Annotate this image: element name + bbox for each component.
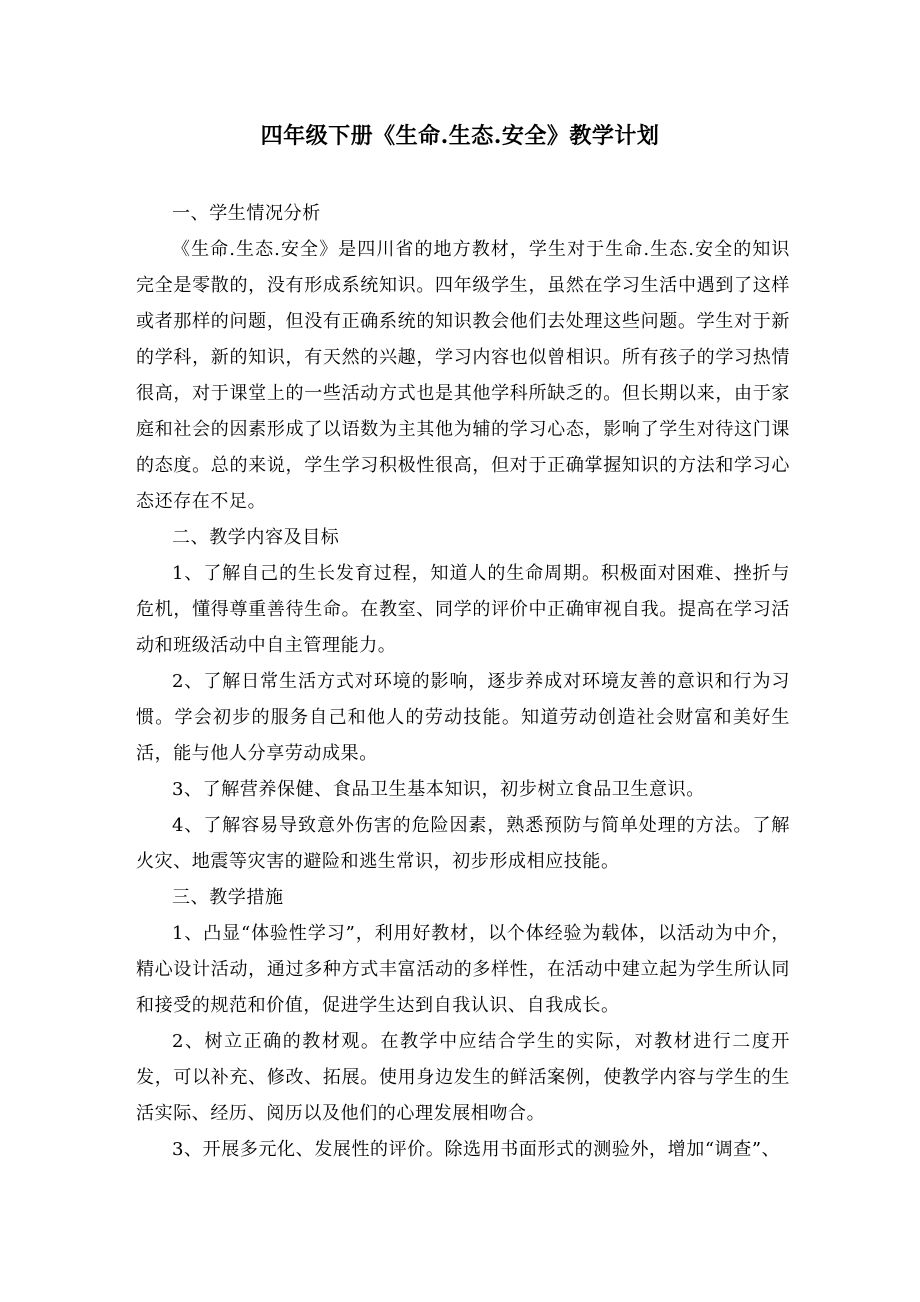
- paragraph-goal-3: 3、了解营养保健、食品卫生基本知识，初步树立食品卫生意识。: [172, 779, 705, 800]
- document-title: 四年级下册《生命.生态.安全》教学计划: [260, 123, 660, 149]
- paragraph-goal-4: 4、了解容易导致意外伤害的危险因素，熟悉预防与简单处理的方法。了解火灾、地震等灾害的避险和逃生常识，初步形成相应技能。: [136, 815, 790, 872]
- section-heading-content-goals: 二、教学内容及目标: [172, 527, 340, 548]
- section-heading-measures: 三、教学措施: [172, 887, 284, 908]
- section-heading-student-analysis: 一、学生情况分析: [172, 203, 321, 224]
- paragraph-goal-1: 1、了解自己的生长发育过程，知道人的生命周期。积极面对困难、挫折与危机，懂得尊重善待生命。在教室、同学的评价中正确审视自我。提高在学习活动和班级活动中自主管理能力。: [136, 563, 790, 656]
- document-body: [136, 196, 790, 1168]
- paragraph-measure-1: 1、凸显“体验性学习”，利用好教材，以个体经验为载体，以活动为中介，精心设计活动，通过多种方式丰富活动的多样性，在活动中建立起为学生所认同和接受的规范和价值，促进学生达到自我认识、自我成长。: [136, 923, 790, 1016]
- paragraph-measure-3: 3、开展多元化、发展性的评价。除选用书面形式的测验外，增加“调查”、: [172, 1139, 781, 1160]
- paragraph-measure-2: 2、树立正确的教材观。在教学中应结合学生的实际，对教材进行二度开发，可以补充、修改、拓展。使用身边发生的鲜活案例，使教学内容与学生的生活实际、经历、阅历以及他们的心理发展相吻合。: [136, 1031, 790, 1124]
- paragraph-student-analysis: 《生命.生态.安全》是四川省的地方教材，学生对于生命.生态.安全的知识完全是零散的，没有形成系统知识。四年级学生，虽然在学习生活中遇到了这样或者那样的问题，但没有正确系统的知识教会他们去处理这些问题。学生对于新的学科，新的知识，有天然的兴趣，学习内容也似曾相识。所有孩子的学习热情很高，对于课堂上的一些活动方式也是其他学科所缺乏的。但长期以来，由于家庭和社会的因素形成了以语数为主其他为辅的学习心态，影响了学生对待这门课的态度。总的来说，学生学习积极性很高，但对于正确掌握知识的方法和学习心态还存在不足。: [136, 239, 790, 512]
- paragraph-goal-2: 2、了解日常生活方式对环境的影响，逐步养成对环境友善的意识和行为习惯。学会初步的服务自己和他人的劳动技能。知道劳动创造社会财富和美好生活，能与他人分享劳动成果。: [136, 671, 790, 764]
